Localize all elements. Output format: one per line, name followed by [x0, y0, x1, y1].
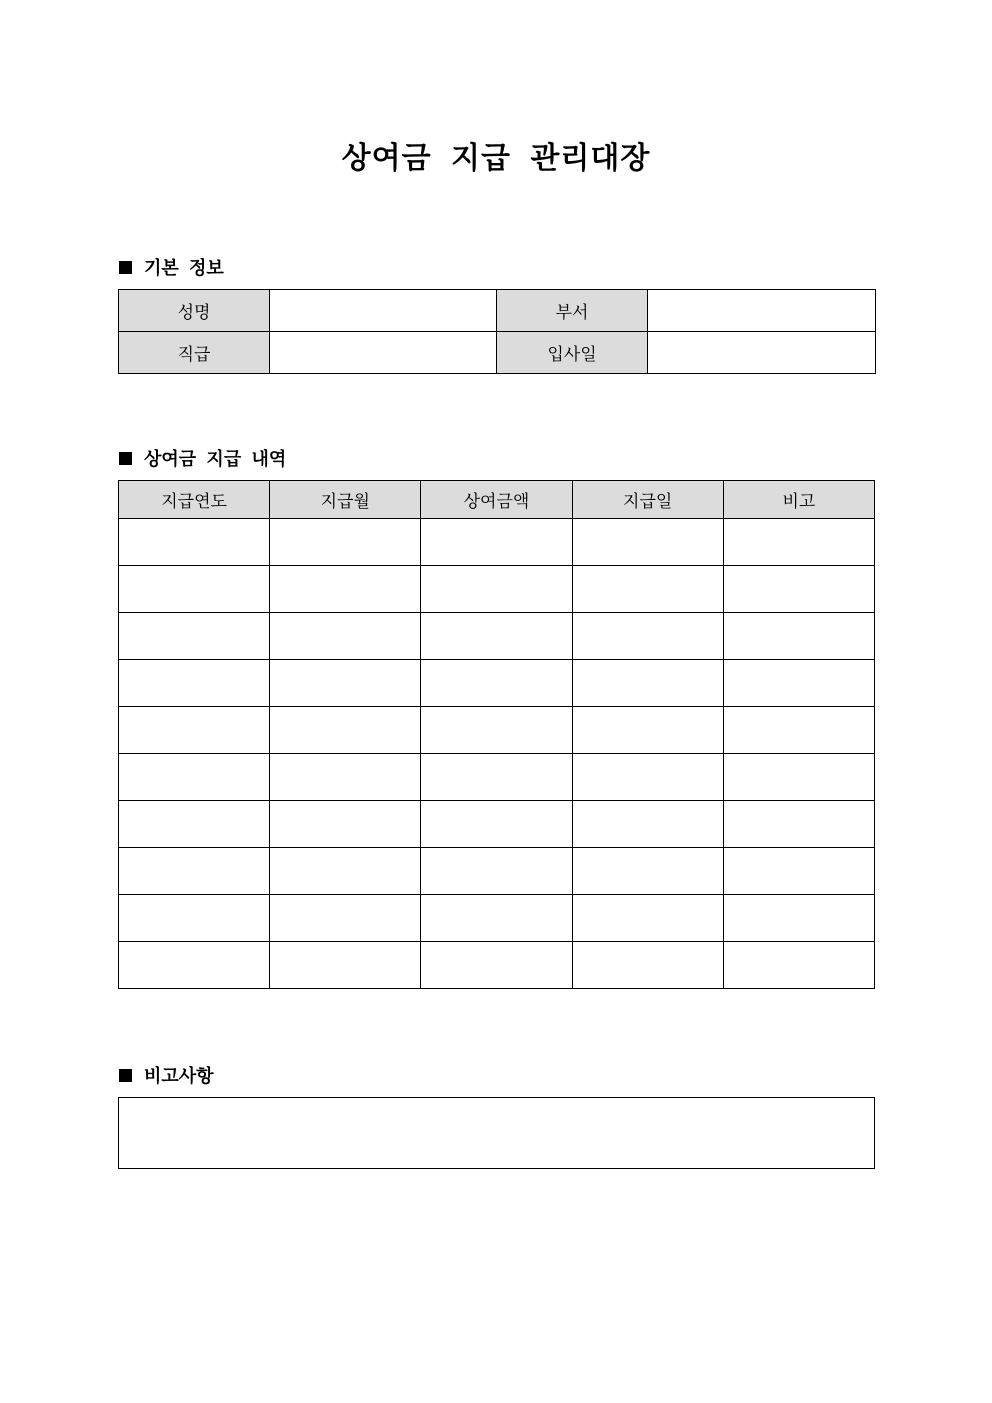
- section-heading-label: 기본 정보: [144, 258, 224, 279]
- section-heading-bonus-history: [119, 445, 286, 471]
- amount-cell[interactable]: [421, 754, 572, 801]
- table-row: [119, 290, 876, 332]
- note-cell[interactable]: [723, 566, 874, 613]
- note-cell[interactable]: [723, 942, 874, 989]
- table-row: [119, 895, 875, 942]
- note-cell[interactable]: [723, 848, 874, 895]
- bonus-history-body: [119, 519, 875, 989]
- year-cell[interactable]: [119, 519, 270, 566]
- month-cell[interactable]: [270, 942, 421, 989]
- year-cell[interactable]: [119, 801, 270, 848]
- table-row: [119, 613, 875, 660]
- pay-date-cell[interactable]: [572, 895, 723, 942]
- month-cell[interactable]: [270, 754, 421, 801]
- remarks-field[interactable]: [118, 1097, 875, 1169]
- month-cell[interactable]: [270, 566, 421, 613]
- square-bullet-icon: [119, 452, 132, 465]
- pay-date-cell[interactable]: [572, 942, 723, 989]
- pay-date-cell[interactable]: [572, 660, 723, 707]
- pay-date-cell[interactable]: [572, 707, 723, 754]
- pay-date-cell[interactable]: [572, 519, 723, 566]
- table-row: [119, 754, 875, 801]
- section-heading-label: 비고사항: [144, 1066, 214, 1087]
- note-cell[interactable]: [723, 660, 874, 707]
- table-row: [119, 332, 876, 374]
- section-heading-remarks: [119, 1062, 214, 1088]
- amount-cell[interactable]: [421, 566, 572, 613]
- column-header-note: 비고: [723, 481, 874, 519]
- month-cell[interactable]: [270, 895, 421, 942]
- basic-info-table: [118, 289, 876, 374]
- month-cell[interactable]: [270, 848, 421, 895]
- table-row: [119, 801, 875, 848]
- amount-cell[interactable]: [421, 613, 572, 660]
- position-field[interactable]: [270, 332, 497, 374]
- note-cell[interactable]: [723, 895, 874, 942]
- table-header-row: [119, 481, 875, 519]
- column-header-month: 지급월: [270, 481, 421, 519]
- amount-cell[interactable]: [421, 895, 572, 942]
- year-cell[interactable]: [119, 660, 270, 707]
- department-label: 부서: [497, 290, 648, 332]
- document-title: 상여금 지급 관리대장: [341, 141, 651, 176]
- column-header-amount: 상여금액: [421, 481, 572, 519]
- hire-date-field[interactable]: [648, 332, 876, 374]
- hire-date-label: 입사일: [497, 332, 648, 374]
- pay-date-cell[interactable]: [572, 848, 723, 895]
- note-cell[interactable]: [723, 613, 874, 660]
- month-cell[interactable]: [270, 613, 421, 660]
- department-field[interactable]: [648, 290, 876, 332]
- table-row: [119, 942, 875, 989]
- amount-cell[interactable]: [421, 848, 572, 895]
- section-heading-label: 상여금 지급 내역: [144, 449, 287, 470]
- year-cell[interactable]: [119, 848, 270, 895]
- amount-cell[interactable]: [421, 519, 572, 566]
- year-cell[interactable]: [119, 895, 270, 942]
- month-cell[interactable]: [270, 801, 421, 848]
- month-cell[interactable]: [270, 707, 421, 754]
- note-cell[interactable]: [723, 801, 874, 848]
- name-label: 성명: [119, 290, 270, 332]
- table-row: [119, 660, 875, 707]
- bonus-history-table: [118, 480, 875, 989]
- table-row: [119, 519, 875, 566]
- year-cell[interactable]: [119, 942, 270, 989]
- year-cell[interactable]: [119, 613, 270, 660]
- month-cell[interactable]: [270, 660, 421, 707]
- pay-date-cell[interactable]: [572, 566, 723, 613]
- section-heading-basic-info: [119, 254, 224, 280]
- pay-date-cell[interactable]: [572, 613, 723, 660]
- column-header-pay-date: 지급일: [572, 481, 723, 519]
- amount-cell[interactable]: [421, 942, 572, 989]
- note-cell[interactable]: [723, 754, 874, 801]
- amount-cell[interactable]: [421, 801, 572, 848]
- pay-date-cell[interactable]: [572, 754, 723, 801]
- year-cell[interactable]: [119, 566, 270, 613]
- table-row: [119, 848, 875, 895]
- square-bullet-icon: [119, 1069, 132, 1082]
- table-row: [119, 707, 875, 754]
- table-row: [119, 566, 875, 613]
- pay-date-cell[interactable]: [572, 801, 723, 848]
- year-cell[interactable]: [119, 754, 270, 801]
- amount-cell[interactable]: [421, 707, 572, 754]
- note-cell[interactable]: [723, 519, 874, 566]
- square-bullet-icon: [119, 261, 132, 274]
- month-cell[interactable]: [270, 519, 421, 566]
- column-header-year: 지급연도: [119, 481, 270, 519]
- amount-cell[interactable]: [421, 660, 572, 707]
- name-field[interactable]: [270, 290, 497, 332]
- position-label: 직급: [119, 332, 270, 374]
- note-cell[interactable]: [723, 707, 874, 754]
- year-cell[interactable]: [119, 707, 270, 754]
